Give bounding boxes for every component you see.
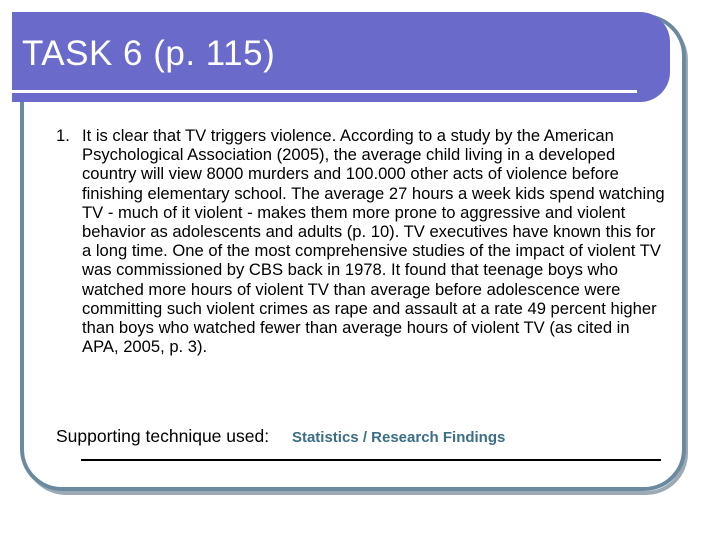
supporting-label: Supporting technique used: <box>56 426 270 446</box>
answer-underline <box>81 459 661 461</box>
task-item <box>56 126 666 356</box>
page-title: TASK 6 (p. 115) <box>22 34 276 73</box>
supporting-answer: Statistics / Research Findings <box>291 429 506 446</box>
task-number: 1. <box>56 126 70 145</box>
title-underline <box>12 90 637 93</box>
supporting-technique <box>56 426 505 447</box>
task-list <box>56 126 666 356</box>
task-text: It is clear that TV triggers violence. According to a study by the American Psychological Association (2005), the average child living in a developed country will view 8000 murders and 100.000 other acts of violence before finishing elementary school. The average 27 hours a week kids spend watching TV - much of it violent - makes them more prone to aggressive and violent behavior as adolescents and adults (p. 10). TV executives have known this for a long time. One of the most comprehensive studies of the impact of violent TV was commissioned by CBS back in 1978. It found that teenage boys who watched more hours of violent TV than average before adolescence were committing such violent crimes as rape and assault at a rate 49 percent higher than boys who watched fewer than average hours of violent TV (as cited in APA, 2005, p. 3). <box>82 126 665 357</box>
